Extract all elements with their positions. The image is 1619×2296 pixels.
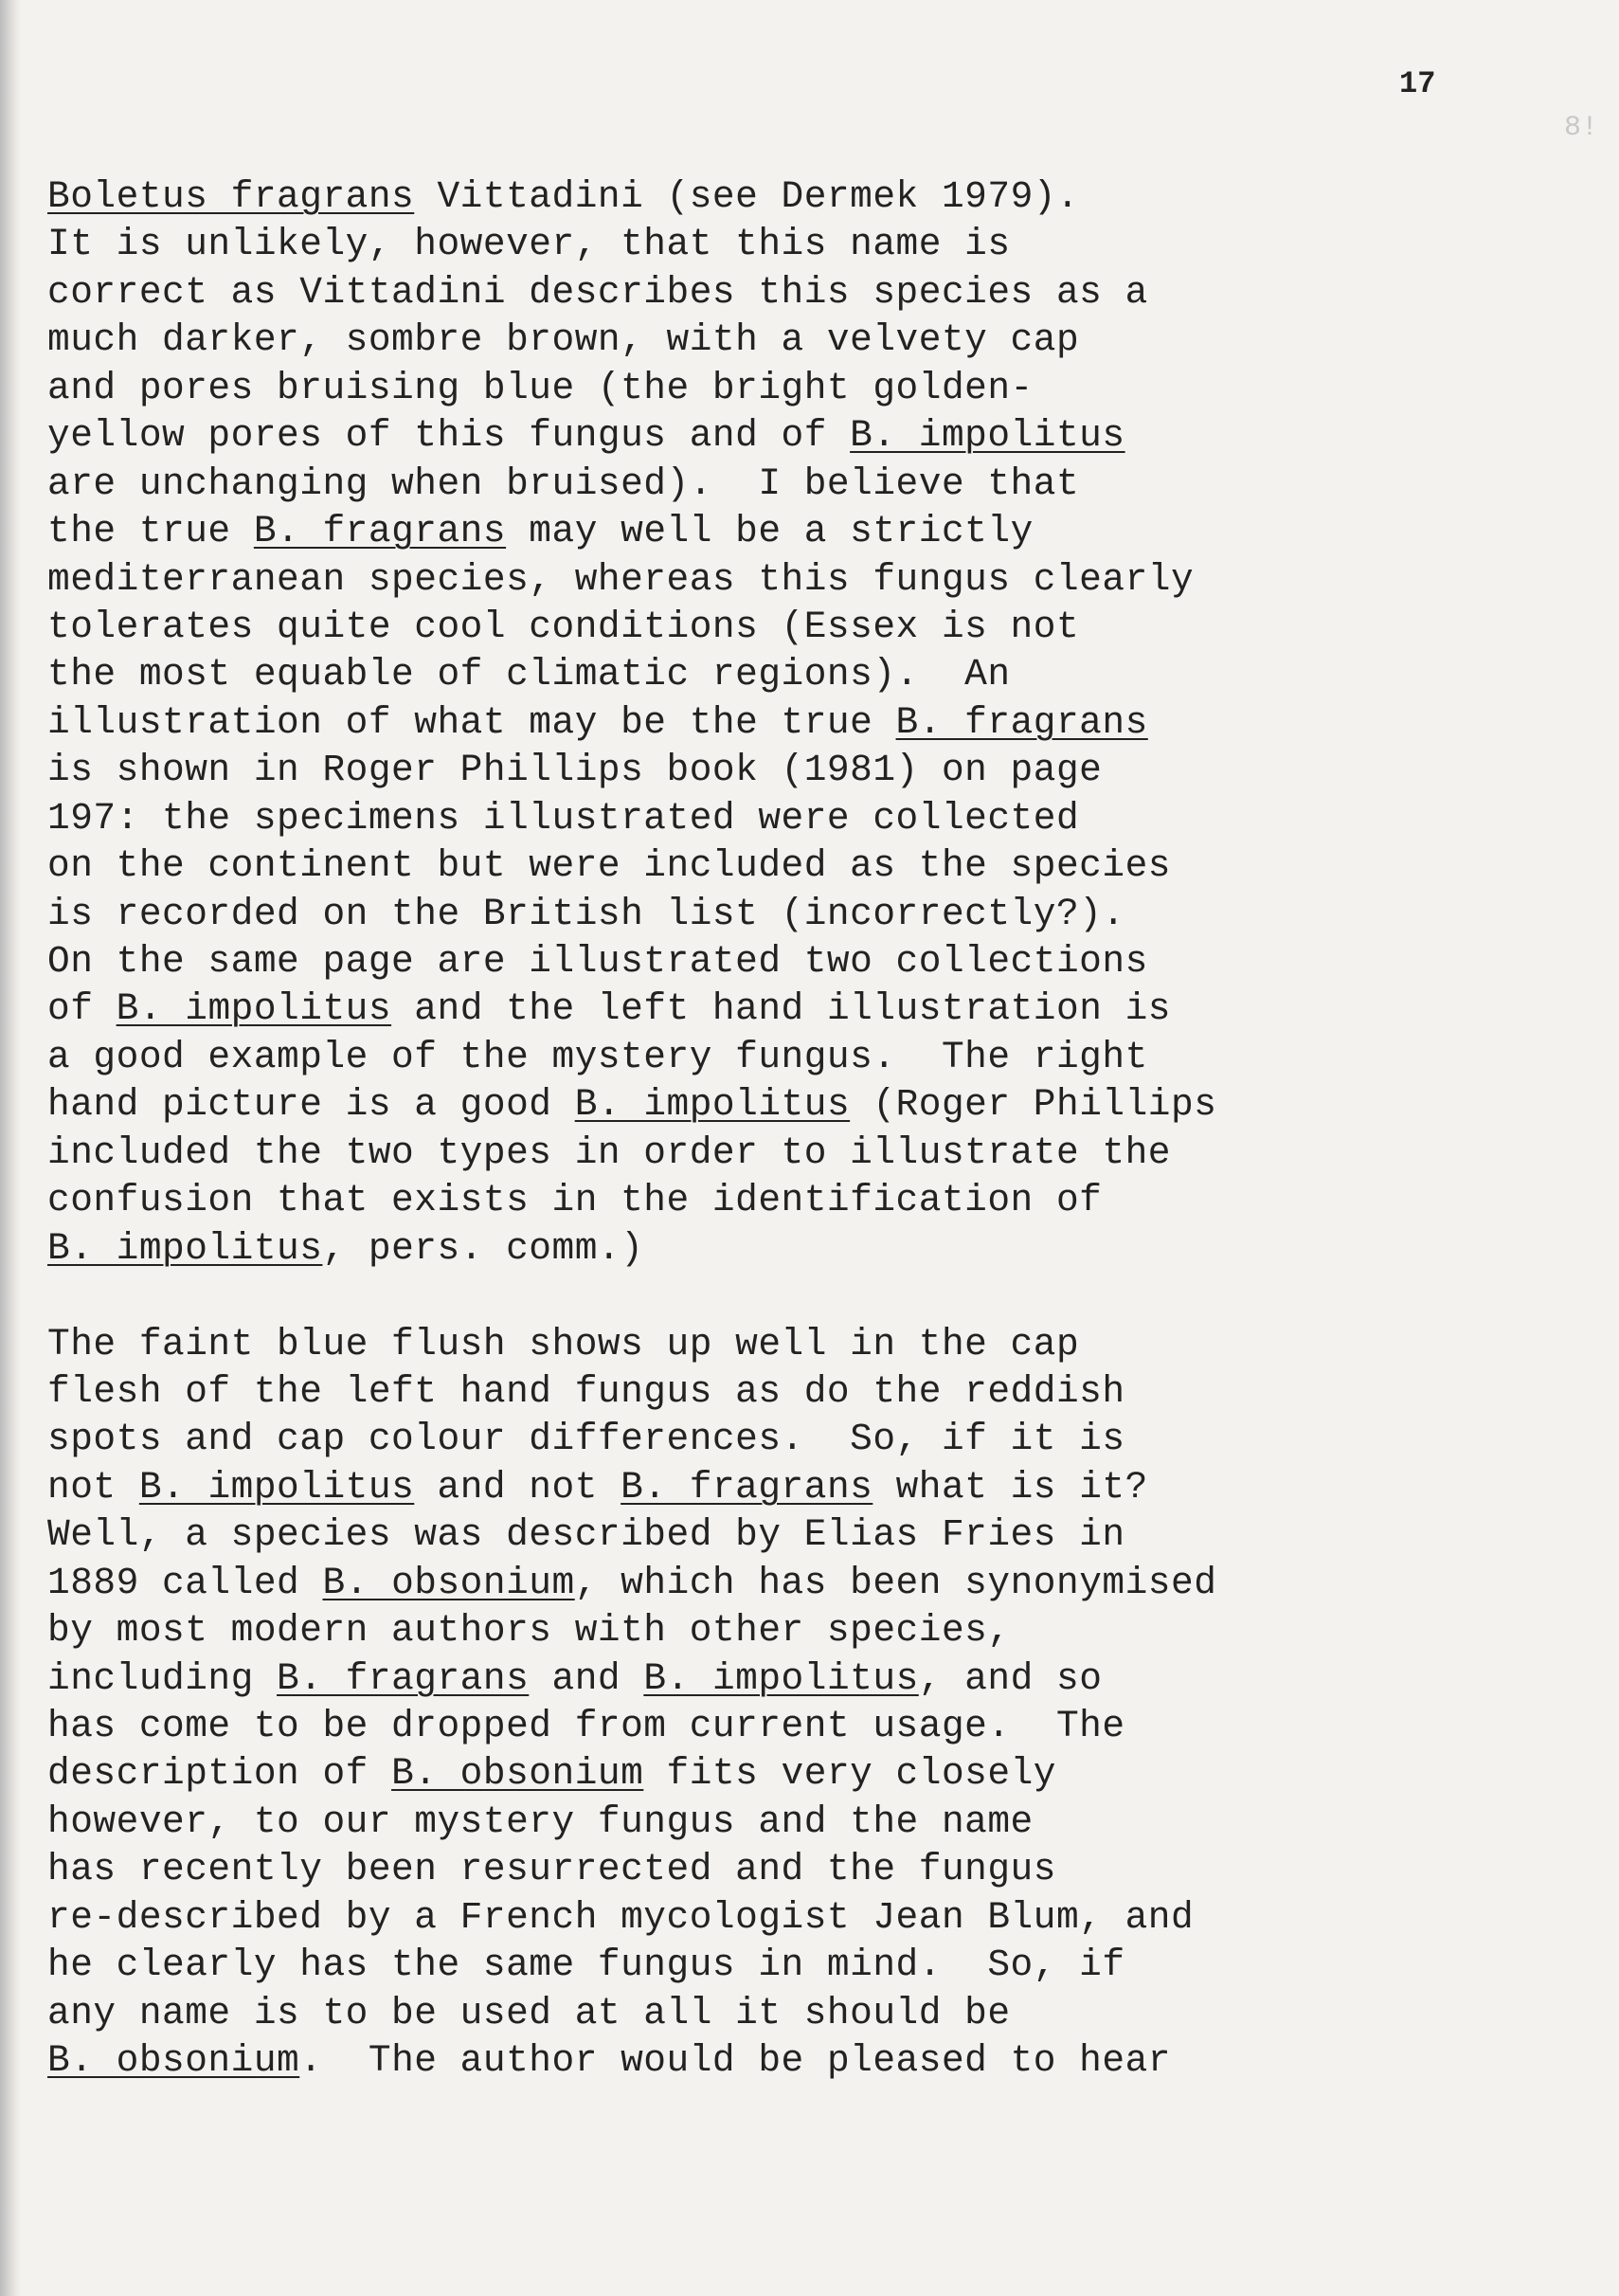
text-line [47, 747, 1563, 794]
text-segment: Well, a species was described by Elias Fries in [47, 1513, 1125, 1557]
underlined-species-name: B. impolitus [643, 1656, 919, 1700]
text-segment: flesh of the left hand fungus as do the reddish [47, 1369, 1125, 1413]
text-line [47, 556, 1563, 604]
text-line [47, 1703, 1563, 1750]
text-segment: on the continent but were included as the species [47, 844, 1171, 888]
text-segment: spots and cap colour differences. So, if it is [47, 1418, 1125, 1461]
text-line [47, 316, 1563, 364]
text-line [47, 1177, 1563, 1224]
text-segment: 1889 called [47, 1561, 323, 1604]
text-line [47, 1368, 1563, 1416]
text-segment: is recorded on the British list (incorrectly?). [47, 892, 1125, 935]
underlined-species-name: B. obsonium [391, 1752, 644, 1796]
text-segment: confusion that exists in the identification of [47, 1179, 1103, 1222]
text-line [47, 795, 1563, 842]
text-segment: are unchanging when bruised). I believe that [47, 461, 1080, 505]
text-line [47, 461, 1563, 508]
text-line [47, 365, 1563, 412]
page-binding-shadow [0, 0, 21, 2296]
underlined-species-name: B. fragrans [895, 700, 1148, 744]
text-segment: , pers. comm.) [322, 1226, 644, 1270]
text-segment: tolerates quite cool conditions (Essex is not [47, 605, 1080, 648]
text-line [47, 1034, 1563, 1081]
text-segment: has come to be dropped from current usage. The [47, 1705, 1125, 1747]
text-segment: hand picture is a good [47, 1083, 575, 1127]
text-segment: description of [47, 1752, 392, 1796]
paragraph [47, 1321, 1563, 2086]
text-line [47, 1416, 1563, 1463]
text-segment: and the left hand illustration is [391, 987, 1172, 1031]
text-segment: yellow pores of this fungus and of [47, 414, 851, 458]
underlined-species-name: Boletus fragrans [47, 175, 415, 218]
text-line [47, 2037, 1563, 2085]
text-segment: 197: the specimens illustrated were collected [47, 796, 1080, 840]
underlined-species-name: B. impolitus [47, 1226, 323, 1270]
text-line [47, 604, 1563, 651]
text-segment: included the two types in order to illustrate the [47, 1130, 1171, 1174]
underlined-species-name: B. fragrans [253, 510, 507, 553]
text-line [47, 1942, 1563, 1989]
underlined-species-name: B. fragrans [277, 1656, 530, 1700]
text-segment: , and so [918, 1656, 1103, 1700]
text-segment: fits very closely [643, 1752, 1056, 1796]
text-segment: , which has been synonymised [574, 1561, 1217, 1604]
page-number: 17 [1399, 66, 1436, 101]
text-line [47, 651, 1563, 698]
text-line [47, 699, 1563, 747]
text-segment: however, to our mystery fungus and the name [47, 1799, 1034, 1843]
text-segment: what is it? [872, 1465, 1148, 1509]
text-segment: mediterranean species, whereas this fungus clearly [47, 557, 1195, 601]
text-line [47, 1321, 1563, 1368]
text-line [47, 1799, 1563, 1846]
text-segment: much darker, sombre brown, with a velvety cap [47, 318, 1080, 362]
text-line [47, 985, 1563, 1033]
text-line [47, 1750, 1563, 1798]
text-line [47, 508, 1563, 555]
text-line [47, 269, 1563, 316]
text-segment: is shown in Roger Phillips book (1981) on page [47, 749, 1103, 792]
text-segment: . The author would be pleased to hear [299, 2039, 1171, 2083]
text-line [47, 1560, 1563, 1607]
text-segment: re-described by a French mycologist Jean Blum, and [47, 1895, 1195, 1939]
text-line [47, 1607, 1563, 1654]
text-line [47, 1894, 1563, 1942]
text-line [47, 221, 1563, 268]
text-segment: illustration of what may be the true [47, 700, 896, 744]
text-line [47, 1846, 1563, 1893]
text-segment: by most modern authors with other species, [47, 1609, 1011, 1653]
text-segment: has recently been resurrected and the fungus [47, 1848, 1056, 1891]
text-line [47, 1511, 1563, 1559]
underlined-species-name: B. fragrans [621, 1465, 873, 1509]
text-segment: correct as Vittadini describes this species as a [47, 270, 1148, 314]
text-line [47, 1130, 1563, 1177]
text-segment: the most equable of climatic regions). An [47, 653, 1011, 696]
paragraph [47, 173, 1563, 1273]
text-segment: (Roger Phillips [850, 1083, 1217, 1127]
text-line [47, 412, 1563, 460]
underlined-species-name: B. impolitus [138, 1465, 415, 1509]
underlined-species-name: B. obsonium [322, 1561, 575, 1604]
text-segment: not [47, 1465, 139, 1509]
text-segment: any name is to be used at all it should be [47, 1991, 1011, 2034]
text-segment: he clearly has the same fungus in mind. So, if [47, 1943, 1125, 1987]
underlined-species-name: B. impolitus [574, 1083, 851, 1127]
text-segment: the true [47, 510, 254, 553]
text-segment: Vittadini (see Dermek 1979). [414, 175, 1080, 218]
text-line [47, 842, 1563, 890]
edge-page-mark: 8! [1563, 112, 1598, 144]
text-line [47, 1990, 1563, 2037]
underlined-species-name: B. obsonium [47, 2039, 300, 2083]
text-line [47, 1655, 1563, 1703]
text-line [47, 1081, 1563, 1129]
text-segment: The faint blue flush shows up well in the cap [47, 1322, 1080, 1365]
text-segment: of [47, 987, 117, 1031]
text-segment: and not [414, 1465, 621, 1509]
text-segment: and pores bruising blue (the bright golden- [47, 366, 1034, 409]
text-line [47, 173, 1563, 221]
text-segment: It is unlikely, however, that this name is [47, 223, 1011, 266]
body-text [47, 173, 1563, 2086]
underlined-species-name: B. impolitus [850, 414, 1125, 458]
text-segment: On the same page are illustrated two collections [47, 940, 1148, 983]
text-line [47, 1464, 1563, 1511]
underlined-species-name: B. impolitus [116, 987, 392, 1031]
text-line [47, 1225, 1563, 1273]
text-segment: a good example of the mystery fungus. The right [47, 1035, 1148, 1078]
text-segment: and [529, 1656, 644, 1700]
text-segment: including [47, 1656, 278, 1700]
text-line [47, 938, 1563, 985]
text-segment: may well be a strictly [506, 510, 1034, 553]
text-line [47, 891, 1563, 938]
